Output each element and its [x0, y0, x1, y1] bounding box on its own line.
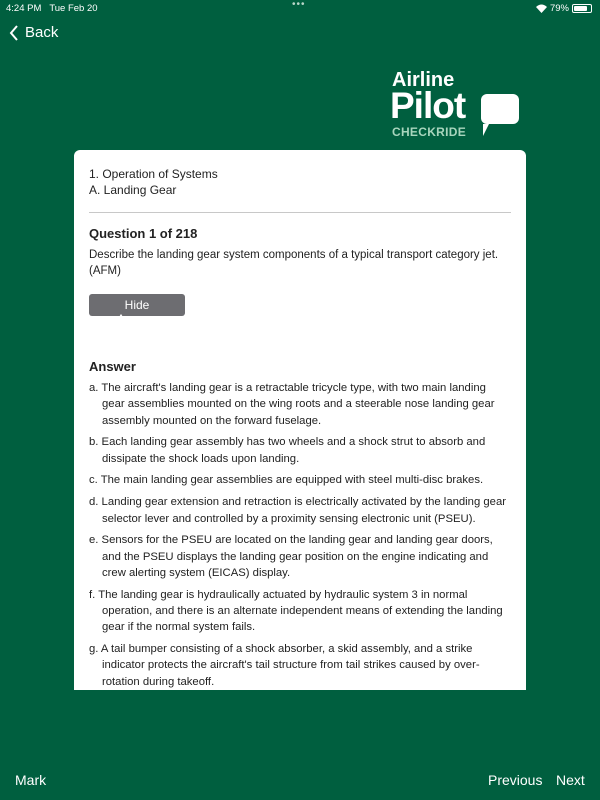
mark-button[interactable]: Mark	[15, 772, 47, 788]
previous-button[interactable]: Previous	[488, 772, 543, 788]
hide-answer-button[interactable]: Hide Answer	[89, 294, 185, 316]
chevron-left-icon	[9, 25, 19, 41]
status-right	[536, 3, 592, 14]
speech-bubble-icon	[481, 94, 519, 124]
category: 1. Operation of Systems	[89, 167, 218, 181]
answer-heading: Answer	[89, 359, 136, 374]
next-button[interactable]: Next	[556, 772, 585, 788]
battery-percent: 79%	[549, 3, 569, 14]
battery-icon	[572, 4, 592, 13]
divider	[89, 212, 511, 213]
subcategory: A. Landing Gear	[89, 183, 177, 197]
status-time: 4:24 PM Tue Feb 20	[6, 3, 98, 14]
question-text: Describe the landing gear system components of a typical transport category jet. (AFM)	[89, 249, 499, 277]
airline-pilot-checkride-logo: Airline Pilot CHECKRIDE	[391, 69, 521, 139]
answer-item: e. Sensors for the PSEU are located on the landing gear and landing gear doors, and the PSEU displays the landing gear position on the engine indicating and crew alerting system (EICAS) display.	[89, 534, 493, 579]
status-bar	[0, 0, 600, 17]
answer-item: b. Each landing gear assembly has two wheels and a shock strut to absorb and dissipate the shock loads upon landing.	[89, 436, 486, 465]
answer-item: a. The aircraft's landing gear is a retractable tricycle type, with two main landing gear assemblies mounted on the wing roots and a steerable nose landing gear assembly mounted on the forward fuselage.	[89, 382, 495, 427]
answer-item: c. The main landing gear assemblies are equipped with steel multi-disc brakes.	[89, 474, 484, 487]
question-card[interactable]	[74, 150, 526, 690]
multitask-dots-icon[interactable]: •••	[292, 0, 306, 10]
answer-item: d. Landing gear extension and retraction is electrically activated by the landing gear selector lever and controlled by a proximity sensing electronic unit (PSEU).	[89, 496, 506, 525]
back-button[interactable]: Back	[9, 24, 58, 41]
answer-item: g. A tail bumper consisting of a shock absorber, a skid assembly, and a strike indicator protects the aircraft's tail structure from tail strikes caused by over-rotation during takeoff.	[89, 643, 480, 688]
wifi-icon	[536, 4, 547, 13]
answer-item: f. The landing gear is hydraulically actuated by hydraulic system 3 in normal operation, and there is an alternate independent means of extending the landing gear if the normal system fails.	[89, 588, 503, 634]
question-title: Question 1 of 218	[89, 226, 198, 241]
